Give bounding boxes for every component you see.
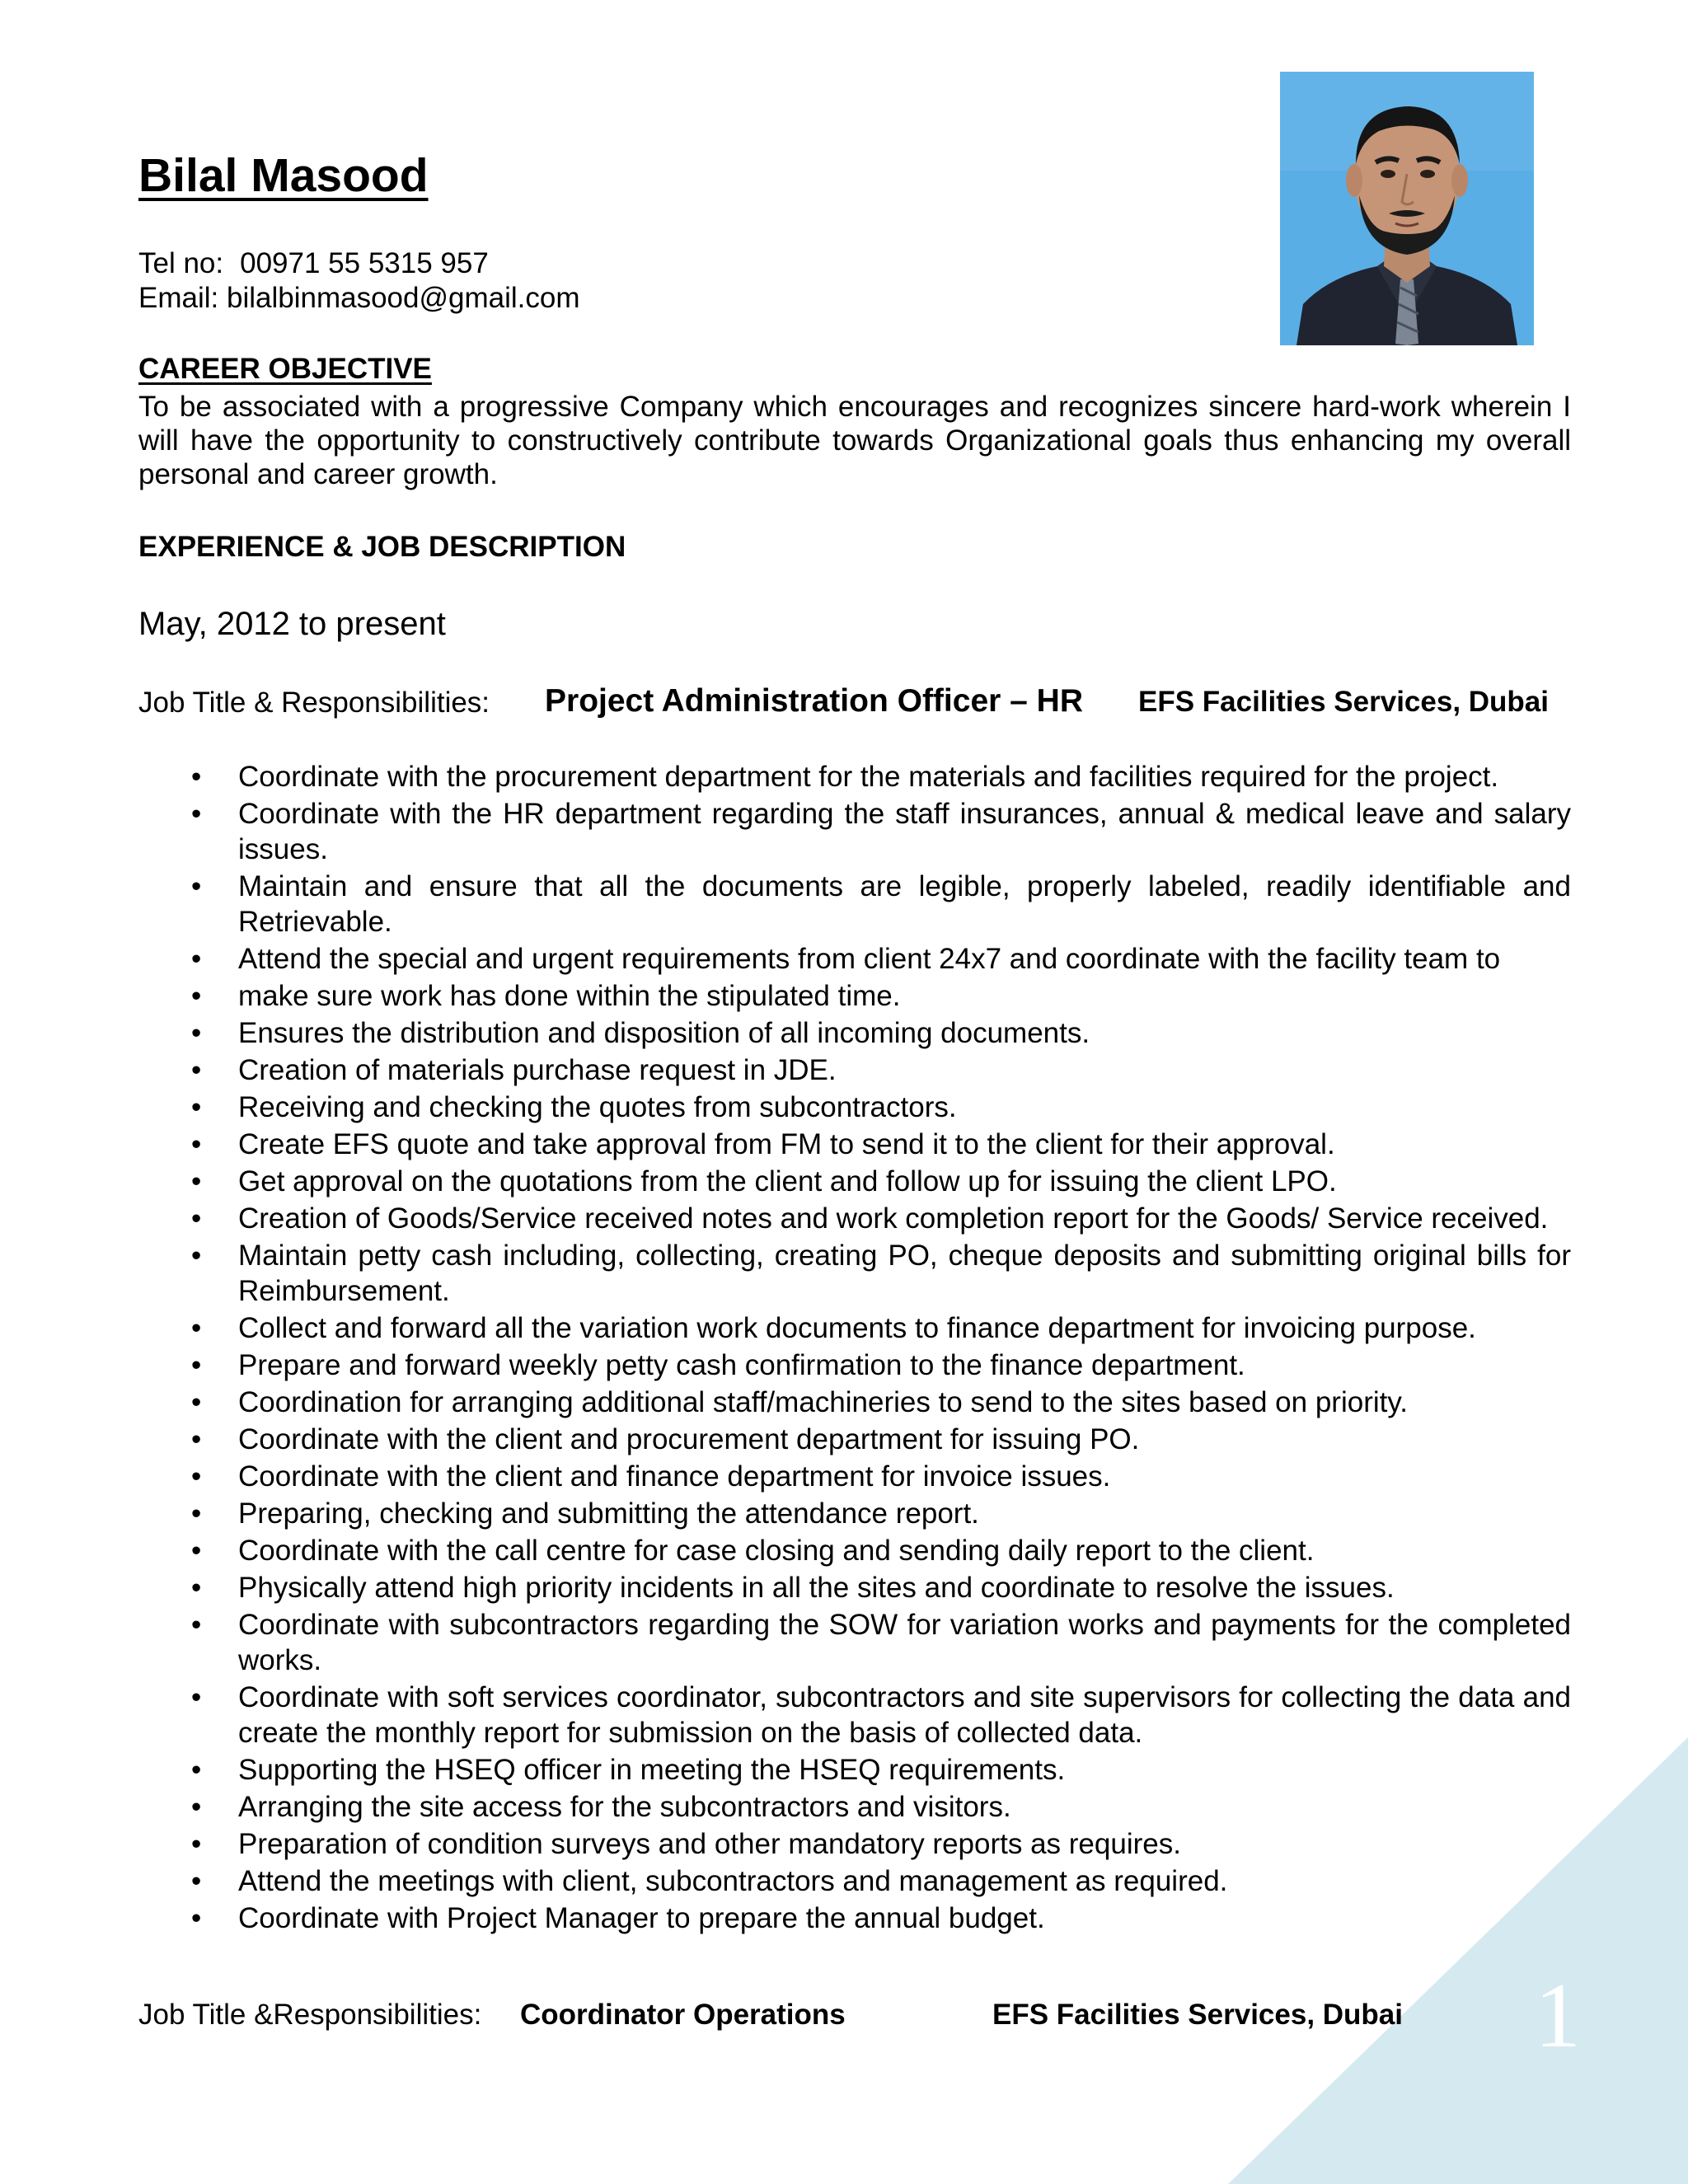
bullet-icon: • <box>191 1423 202 1455</box>
responsibility-text: Creation of materials purchase request in JDE. <box>238 1054 837 1086</box>
responsibility-item <box>138 978 1571 1014</box>
responsibility-text: make sure work has done within the stipulated time. <box>238 980 901 1012</box>
email-value[interactable]: bilalbinmasood@gmail.com <box>226 282 580 314</box>
responsibility-item <box>138 1238 1571 1309</box>
responsibility-item <box>138 1459 1571 1494</box>
company-name: EFS Facilities Services, Dubai <box>1138 686 1549 718</box>
responsibility-item <box>138 1015 1571 1051</box>
responsibility-item <box>138 1863 1571 1899</box>
bullet-icon: • <box>191 1535 202 1567</box>
responsibility-text: Coordinate with the call centre for case closing and sending daily report to the client. <box>238 1535 1315 1567</box>
bullet-icon: • <box>191 798 202 830</box>
responsibility-text: Coordinate with the HR department regarding the staff insurances, annual & medical leave and salary issues. <box>238 798 1571 865</box>
responsibility-text: Coordinate with soft services coordinator, subcontractors and site supervisors for collecting the data and create the monthly report for submission on the basis of collected data. <box>238 1681 1571 1749</box>
phone-label: Tel no: <box>138 247 224 279</box>
responsibility-text: Coordinate with the client and finance department for invoice issues. <box>238 1460 1111 1493</box>
bullet-icon: • <box>191 1017 202 1049</box>
responsibility-text: Coordinate with the procurement department for the materials and facilities required for the project. <box>238 761 1499 793</box>
bullet-icon: • <box>191 1609 202 1641</box>
candidate-name: Bilal Masood <box>138 149 429 202</box>
bullet-icon: • <box>191 1312 202 1344</box>
page-number: 1 <box>1535 1965 1581 2067</box>
responsibility-text: Receiving and checking the quotes from subcontractors. <box>238 1091 957 1123</box>
company-name: EFS Facilities Services, Dubai <box>992 1999 1403 2031</box>
bullet-icon: • <box>191 1349 202 1381</box>
bullet-icon: • <box>191 1054 202 1086</box>
responsibility-text: Coordinate with subcontractors regarding the SOW for variation works and payments for the completed works. <box>238 1609 1571 1676</box>
bullet-icon: • <box>191 1497 202 1530</box>
bullet-icon: • <box>191 1754 202 1786</box>
bullet-icon: • <box>191 1460 202 1493</box>
email-line <box>138 282 579 315</box>
responsibility-text: Arranging the site access for the subcontractors and visitors. <box>238 1791 1011 1823</box>
responsibility-item <box>138 1533 1571 1568</box>
responsibility-item <box>138 1752 1571 1788</box>
responsibility-text: Prepare and forward weekly petty cash confirmation to the finance department. <box>238 1349 1245 1381</box>
career-objective-text: To be associated with a progressive Company which encourages and recognizes sincere hard-work wherein I will have the opportunity to constructively contribute towards Organizational goals thus enhancing my overall personal and career growth. <box>138 391 1571 490</box>
responsibility-text: Creation of Goods/Service received notes and work completion report for the Goods/ Service received. <box>238 1202 1549 1235</box>
bullet-icon: • <box>191 1681 202 1713</box>
phone-line <box>138 247 489 280</box>
job-title: Project Administration Officer – HR <box>545 683 1084 719</box>
job-title-line-1 <box>138 683 1571 723</box>
responsibility-item <box>138 1496 1571 1531</box>
responsibility-item <box>138 869 1571 940</box>
responsibility-item <box>138 796 1571 867</box>
profile-photo <box>1280 72 1534 345</box>
responsibility-item <box>138 1900 1571 1936</box>
responsibility-item <box>138 1052 1571 1088</box>
bullet-icon: • <box>191 1091 202 1123</box>
bullet-icon: • <box>191 980 202 1012</box>
responsibility-text: Coordination for arranging additional staff/machineries to send to the sites based on priority. <box>238 1386 1408 1418</box>
bullet-icon: • <box>191 1128 202 1160</box>
bullet-icon: • <box>191 870 202 902</box>
bullet-icon: • <box>191 1902 202 1934</box>
responsibility-item <box>138 1164 1571 1199</box>
responsibility-item <box>138 759 1571 794</box>
responsibility-text: Preparing, checking and submitting the attendance report. <box>238 1497 979 1530</box>
responsibility-item <box>138 1090 1571 1125</box>
bullet-icon: • <box>191 1240 202 1272</box>
job-title-line-2 <box>138 1999 1571 2038</box>
responsibility-item <box>138 1422 1571 1457</box>
responsibility-item <box>138 1680 1571 1750</box>
responsibility-text: Get approval on the quotations from the client and follow up for issuing the client LPO. <box>238 1165 1337 1197</box>
responsibility-item <box>138 1127 1571 1162</box>
bullet-icon: • <box>191 943 202 975</box>
bullet-icon: • <box>191 1202 202 1235</box>
responsibility-text: Attend the special and urgent requirements from client 24x7 and coordinate with the facility team to <box>238 943 1501 975</box>
responsibility-item <box>138 941 1571 977</box>
responsibility-item <box>138 1826 1571 1862</box>
responsibility-text: Supporting the HSEQ officer in meeting the HSEQ requirements. <box>238 1754 1066 1786</box>
responsibility-item <box>138 1607 1571 1678</box>
responsibility-item <box>138 1347 1571 1383</box>
responsibility-item <box>138 1570 1571 1605</box>
responsibility-text: Preparation of condition surveys and other mandatory reports as requires. <box>238 1828 1181 1860</box>
email-label: Email: <box>138 282 219 314</box>
job-title: Coordinator Operations <box>520 1999 846 2031</box>
responsibility-text: Ensures the distribution and disposition of all incoming documents. <box>238 1017 1090 1049</box>
responsibility-text: Attend the meetings with client, subcontractors and management as required. <box>238 1865 1228 1897</box>
bullet-icon: • <box>191 1572 202 1604</box>
responsibility-text: Coordinate with Project Manager to prepare the annual budget. <box>238 1902 1045 1934</box>
experience-heading: EXPERIENCE & JOB DESCRIPTION <box>138 531 626 563</box>
bullet-icon: • <box>191 1865 202 1897</box>
responsibility-text: Maintain petty cash including, collecting, creating PO, cheque deposits and submitting original bills for Reimbursement. <box>238 1240 1571 1307</box>
job-label: Job Title & Responsibilities: <box>138 687 490 719</box>
bullet-icon: • <box>191 761 202 793</box>
bullet-icon: • <box>191 1165 202 1197</box>
responsibility-item <box>138 1201 1571 1236</box>
job-label: Job Title &Responsibilities: <box>138 1999 482 2031</box>
responsibility-text: Coordinate with the client and procurement department for issuing PO. <box>238 1423 1140 1455</box>
bullet-icon: • <box>191 1828 202 1860</box>
responsibility-item <box>138 1310 1571 1346</box>
responsibilities-list <box>138 759 1571 1938</box>
bullet-icon: • <box>191 1386 202 1418</box>
career-objective-heading: CAREER OBJECTIVE <box>138 353 432 385</box>
employment-period: May, 2012 to present <box>138 606 446 642</box>
phone-value: 00971 55 5315 957 <box>240 247 489 279</box>
responsibility-text: Physically attend high priority incidents in all the sites and coordinate to resolve the issues. <box>238 1572 1395 1604</box>
responsibility-item <box>138 1789 1571 1825</box>
bullet-icon: • <box>191 1791 202 1823</box>
responsibility-text: Maintain and ensure that all the documents are legible, properly labeled, readily identifiable and Retrievable. <box>238 870 1571 938</box>
responsibility-text: Create EFS quote and take approval from FM to send it to the client for their approval. <box>238 1128 1335 1160</box>
responsibility-text: Collect and forward all the variation work documents to finance department for invoicing purpose. <box>238 1312 1476 1344</box>
responsibility-item <box>138 1385 1571 1420</box>
